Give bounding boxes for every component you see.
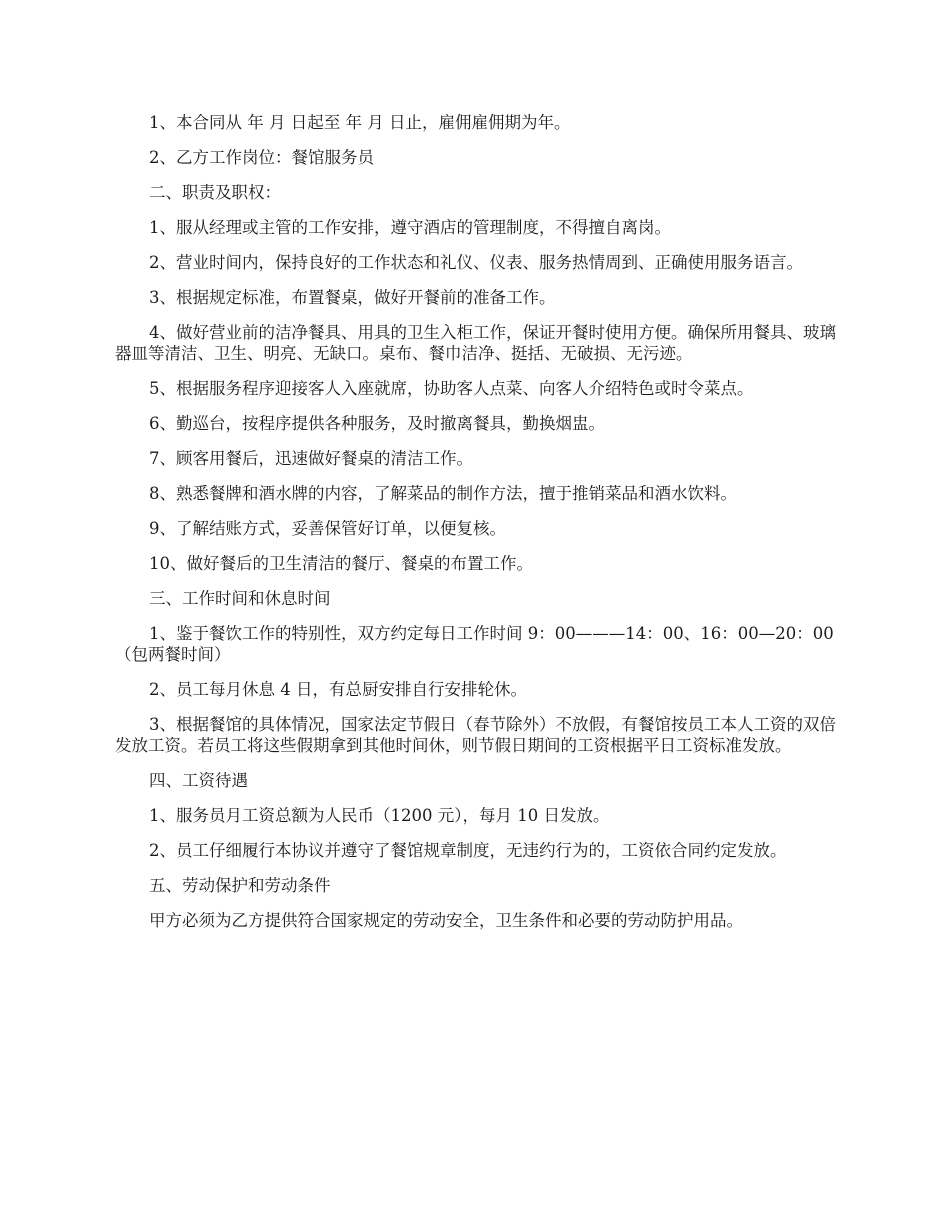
duty-item-10: 10、做好餐后的卫生清洁的餐厅、餐桌的布置工作。 xyxy=(149,554,533,573)
document-page xyxy=(115,112,837,945)
section-heading-labor-protection: 五、劳动保护和劳动条件 xyxy=(149,876,331,895)
section-heading-wages: 四、工资待遇 xyxy=(149,771,248,790)
duty-item-1: 1、服从经理或主管的工作安排，遵守酒店的管理制度，不得擅自离岗。 xyxy=(149,218,671,237)
work-hours-item-1: 1、鉴于餐饮工作的特别性，双方约定每日工作时间 9：00———14：00、16：00—20：00（包两餐时间） xyxy=(115,624,834,664)
duty-item-6: 6、勤巡台，按程序提供各种服务，及时撤离餐具，勤换烟盅。 xyxy=(149,414,605,433)
duty-item-7: 7、顾客用餐后，迅速做好餐桌的清洁工作。 xyxy=(149,449,473,468)
clause-contract-term: 1、本合同从 年 月 日起至 年 月 日止，雇佣雇佣期为年。 xyxy=(149,113,571,132)
work-hours-item-3: 3、根据餐馆的具体情况，国家法定节假日（春节除外）不放假，有餐馆按员工本人工资的双倍发放工资。若员工将这些假期拿到其他时间休，则节假日期间的工资根据平日工资标准发放。 xyxy=(115,715,836,755)
duty-item-9: 9、了解结账方式，妥善保管好订单，以便复核。 xyxy=(149,519,506,538)
wages-item-2: 2、员工仔细履行本协议并遵守了餐馆规章制度，无违约行为的，工资依合同约定发放。 xyxy=(149,841,787,860)
duty-item-4: 4、做好营业前的洁净餐具、用具的卫生入柜工作，保证开餐时使用方便。确保所用餐具、玻璃器皿等清洁、卫生、明亮、无缺口。桌布、餐巾洁净、挺括、无破损、无污迹。 xyxy=(115,323,836,363)
duty-item-8: 8、熟悉餐牌和酒水牌的内容，了解菜品的制作方法，擅于推销菜品和酒水饮料。 xyxy=(149,484,737,503)
duty-item-3: 3、根据规定标准，布置餐桌，做好开餐前的准备工作。 xyxy=(149,288,556,307)
labor-protection-item: 甲方必须为乙方提供符合国家规定的劳动安全，卫生条件和必要的劳动防护用品。 xyxy=(149,911,743,930)
duty-item-5: 5、根据服务程序迎接客人入座就席，协助客人点菜、向客人介绍特色或时令菜点。 xyxy=(149,379,754,398)
section-heading-duties: 二、职责及职权： xyxy=(149,183,281,202)
work-hours-item-2: 2、员工每月休息 4 日，有总厨安排自行安排轮休。 xyxy=(149,680,527,699)
clause-job-position: 2、乙方工作岗位：餐馆服务员 xyxy=(149,148,374,167)
wages-item-1: 1、服务员月工资总额为人民币（1200 元），每月 10 日发放。 xyxy=(149,806,610,825)
section-heading-work-hours: 三、工作时间和休息时间 xyxy=(149,589,331,608)
duty-item-2: 2、营业时间内，保持良好的工作状态和礼仪、仪表、服务热情周到、正确使用服务语言。 xyxy=(149,253,803,272)
